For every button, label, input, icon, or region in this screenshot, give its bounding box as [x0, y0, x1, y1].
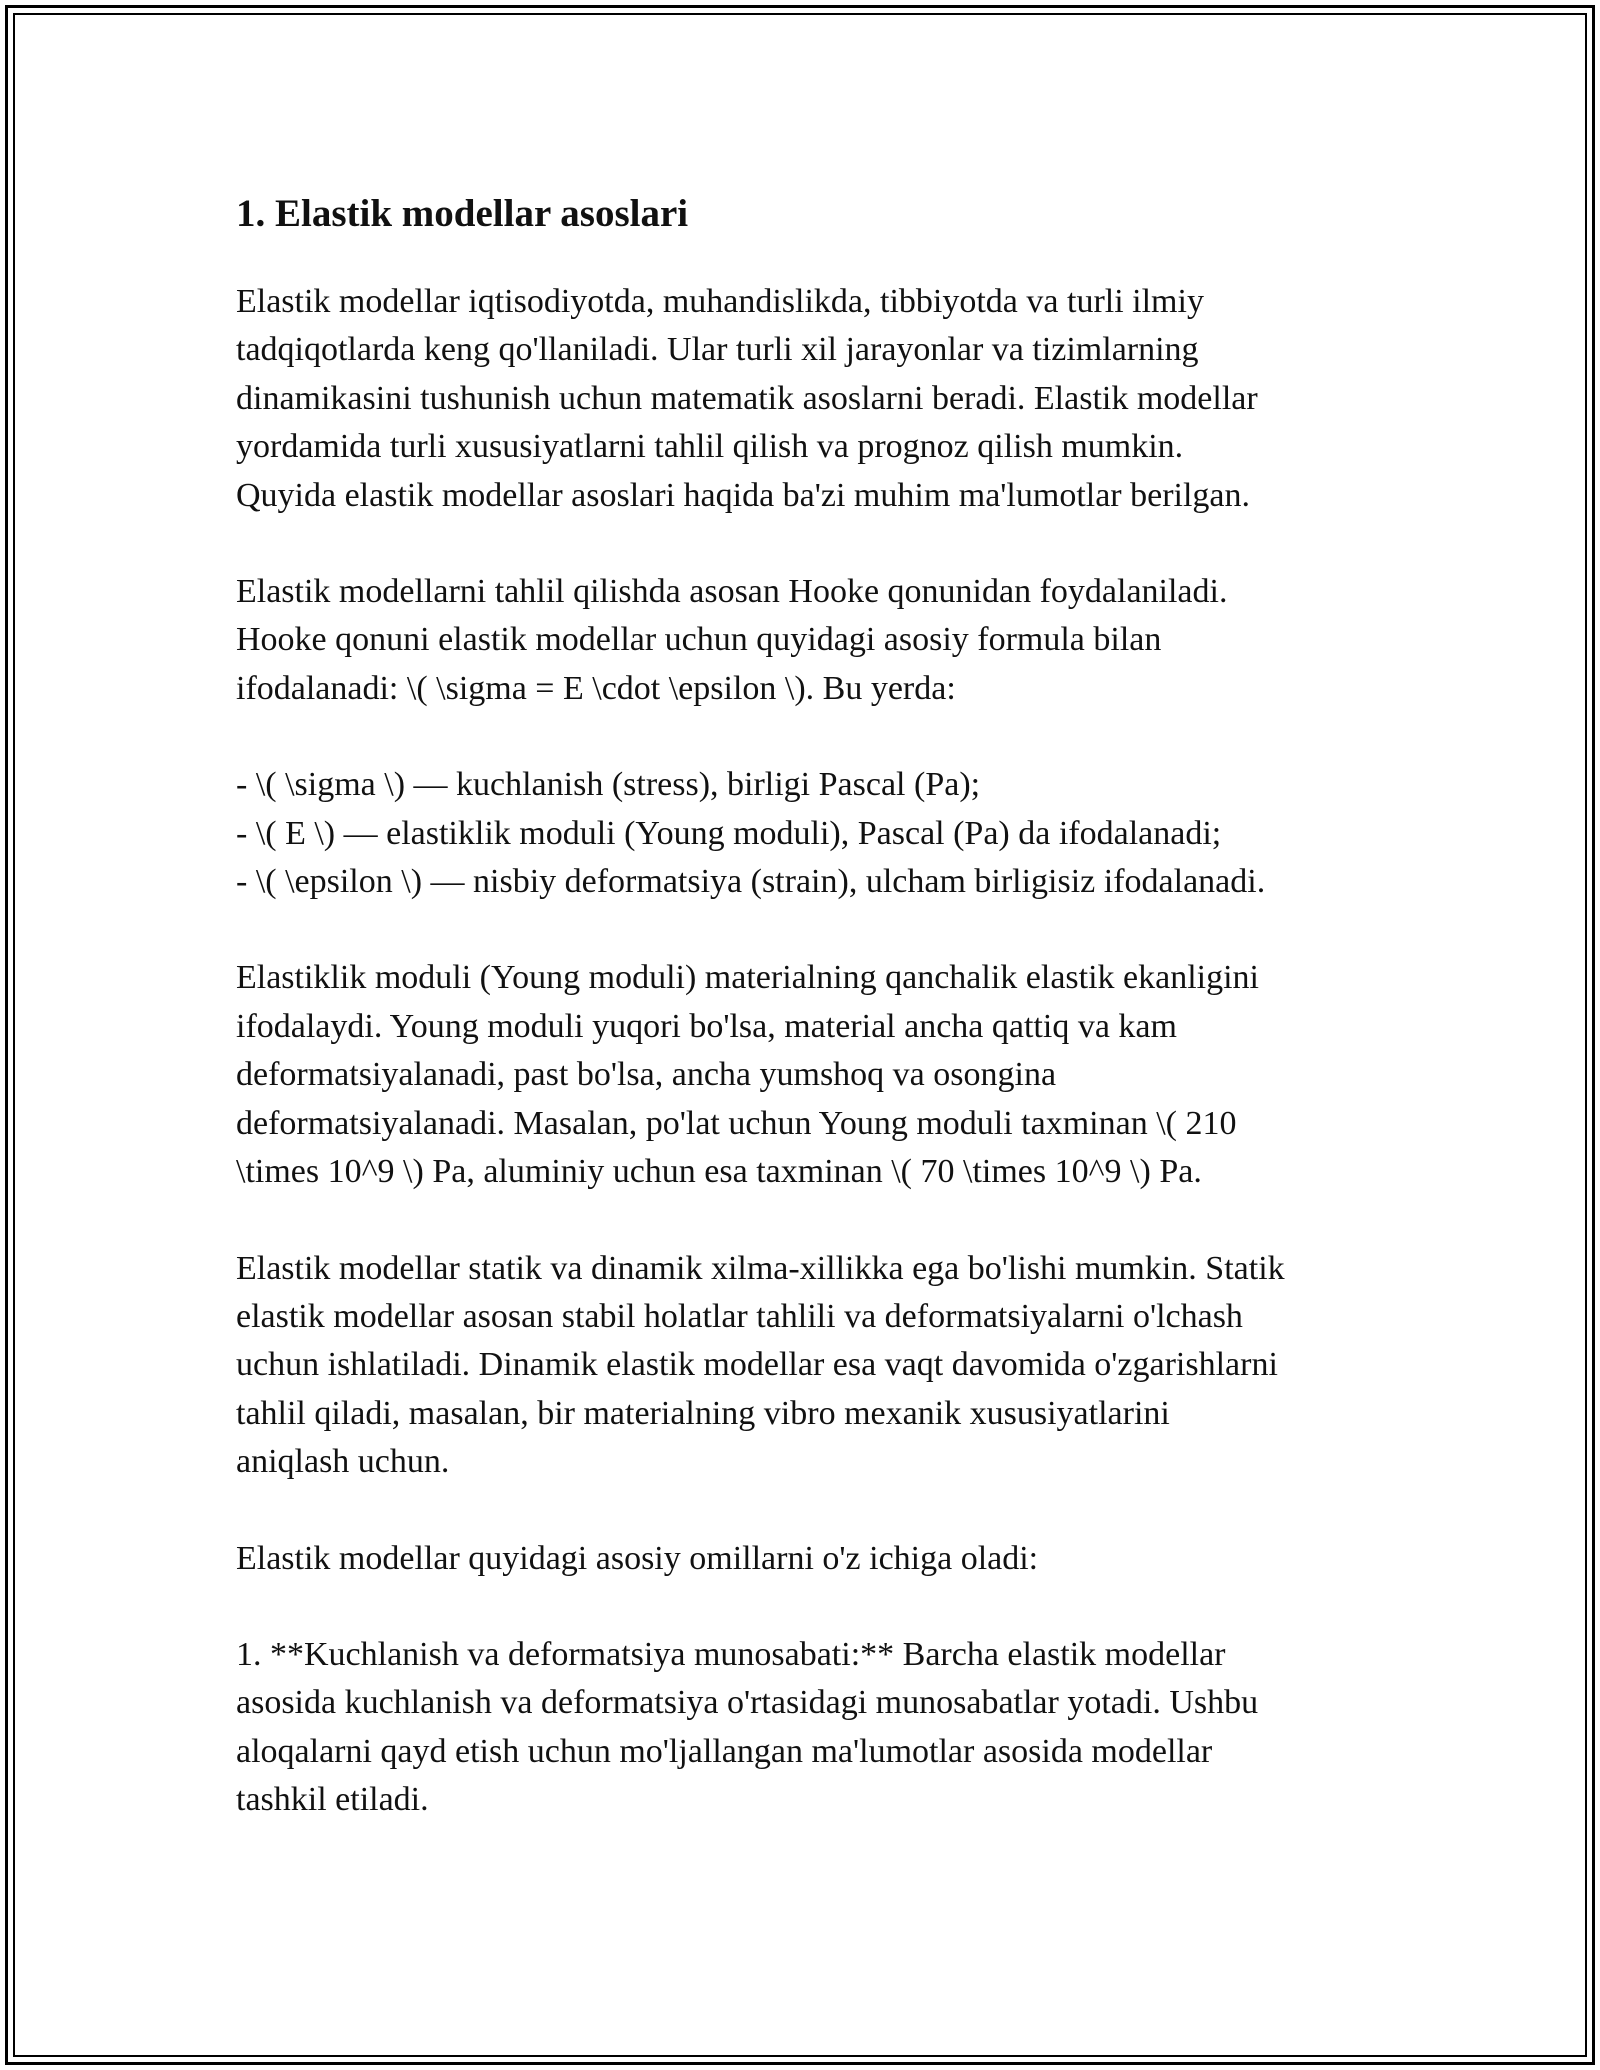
text-line: ifodalaydi. Young moduli yuqori bo'lsa, material ancha qattiq va kam	[236, 1007, 1177, 1045]
text-line: deformatsiyalanadi, past bo'lsa, ancha yumshoq va osongina	[236, 1056, 1057, 1094]
text-line: tashkil etiladi.	[236, 1781, 429, 1819]
paragraph-young-modulus	[236, 954, 1376, 1196]
paragraph-factor-1	[236, 1631, 1376, 1825]
text-line: Elastik modellar statik va dinamik xilma-xillikka ega bo'lishi mumkin. Statik	[236, 1249, 1285, 1287]
text-line: Elastik modellar quyidagi asosiy omillarni o'z ichiga oladi:	[236, 1539, 1039, 1577]
text-line: Elastiklik moduli (Young moduli) materialning qanchalik elastik ekanligini	[236, 959, 1260, 997]
text-line: uchun ishlatiladi. Dinamik elastik modellar esa vaqt davomida o'zgarishlarni	[236, 1346, 1278, 1384]
list-item: - \( \sigma \) — kuchlanish (stress), birligi Pascal (Pa);	[236, 766, 981, 804]
text-line: aniqlash uchun.	[236, 1443, 450, 1481]
text-line: Elastik modellarni tahlil qilishda asosan Hooke qonunidan foydalaniladi.	[236, 573, 1228, 611]
text-line: 1. **Kuchlanish va deformatsiya munosabati:** Barcha elastik modellar	[236, 1635, 1226, 1673]
text-line: Hooke qonuni elastik modellar uchun quyidagi asosiy formula bilan	[236, 621, 1162, 659]
list-item: - \( E \) — elastiklik moduli (Young moduli), Pascal (Pa) da ifodalanadi;	[236, 814, 1222, 852]
document-body	[236, 186, 1376, 1825]
text-line: tadqiqotlarda keng qo'llaniladi. Ular turli xil jarayonlar va tizimlarning	[236, 331, 1199, 369]
paragraph-static-dynamic	[236, 1245, 1376, 1487]
text-line: deformatsiyalanadi. Masalan, po'lat uchun Young moduli taxminan \( 210	[236, 1104, 1237, 1142]
section-heading: 1. Elastik modellar asoslari	[236, 192, 689, 235]
text-line: \times 10^9 \) Pa, aluminiy uchun esa taxminan \( 70 \times 10^9 \) Pa.	[236, 1153, 1202, 1191]
text-line: elastik modellar asosan stabil holatlar tahlili va deformatsiyalarni o'lchash	[236, 1297, 1243, 1335]
text-line: Quyida elastik modellar asoslari haqida ba'zi muhim ma'lumotlar berilgan.	[236, 476, 1251, 514]
text-line: asosida kuchlanish va deformatsiya o'rtasidagi munosabatlar yotadi. Ushbu	[236, 1684, 1259, 1722]
list-item: - \( \epsilon \) — nisbiy deformatsiya (strain), ulcham birligisiz ifodalanadi.	[236, 863, 1266, 901]
text-line: dinamikasini tushunish uchun matematik asoslarni beradi. Elastik modellar	[236, 379, 1258, 417]
text-line: Elastik modellar iqtisodiyotda, muhandislikda, tibbiyotda va turli ilmiy	[236, 283, 1204, 320]
text-line: tahlil qiladi, masalan, bir materialning vibro mexanik xususiyatlarini	[236, 1394, 1170, 1432]
text-line: aloqalarni qayd etish uchun mo'ljallangan ma'lumotlar asosida modellar	[236, 1732, 1213, 1770]
paragraph-intro	[236, 278, 1376, 520]
text-line: yordamida turli xususiyatlarni tahlil qilish va prognoz qilish mumkin.	[236, 428, 1184, 466]
paragraph-hooke-law	[236, 568, 1376, 713]
paragraph-factors-intro	[236, 1535, 1376, 1583]
paragraph-variable-list	[236, 761, 1376, 906]
text-line: ifodalanadi: \( \sigma = E \cdot \epsilon \). Bu yerda:	[236, 669, 956, 707]
